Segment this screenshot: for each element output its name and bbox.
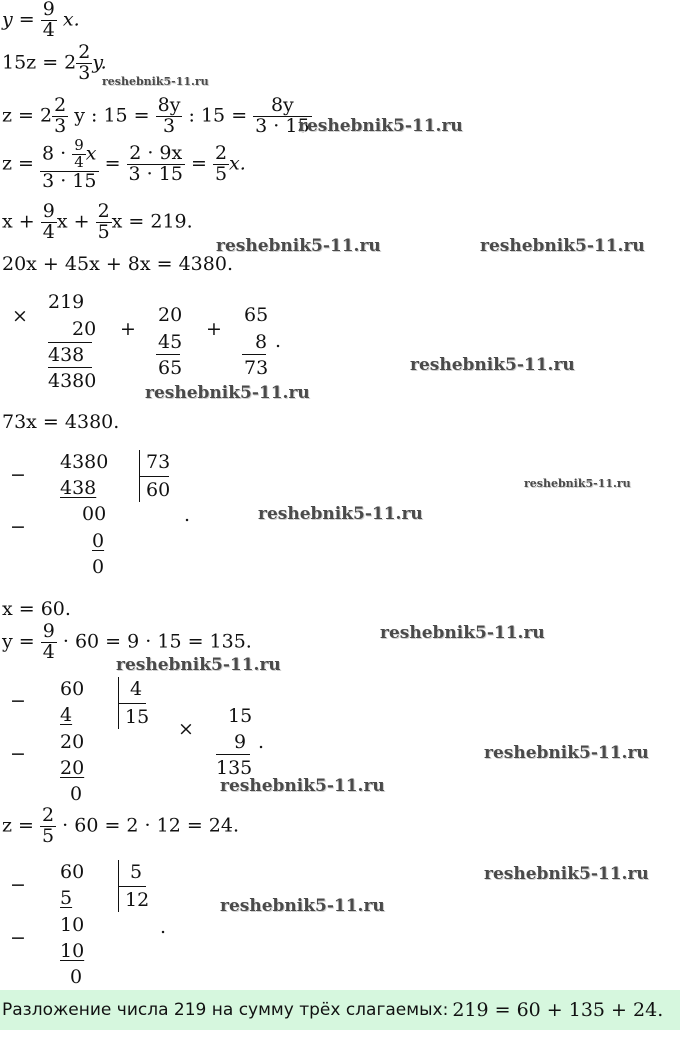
period: .: [160, 916, 167, 938]
multiply-sign: ×: [178, 718, 194, 740]
minus-sign: −: [10, 927, 26, 949]
mult-line: [48, 342, 92, 343]
expr-mid: y : 15 =: [74, 104, 150, 127]
period: .: [275, 330, 282, 352]
divisor-line: [118, 886, 146, 887]
remainder: 10: [60, 914, 85, 936]
equation-line-8: x = 60.: [2, 598, 71, 620]
watermark: reshebnik5-11.ru: [102, 75, 209, 88]
minus-sign: −: [10, 516, 26, 538]
complex-fraction: [40, 138, 98, 191]
denominator: 3 · 15: [128, 163, 183, 186]
fraction: [127, 144, 185, 185]
expr-head: z = 2: [2, 104, 53, 127]
watermark: reshebnik5-11.ru: [484, 743, 649, 763]
numerator: 9: [42, 200, 55, 222]
expr-tail: · 60 = 2 · 12 = 24.: [62, 814, 240, 837]
minus-sign: −: [10, 690, 26, 712]
expr-head: 15z = 2: [2, 51, 77, 74]
fraction: [156, 96, 183, 137]
mult-factor-b: 9: [234, 731, 247, 753]
equals-sign: =: [190, 152, 207, 175]
answer-box: [0, 990, 680, 1030]
numerator: 2: [54, 94, 67, 116]
watermark: reshebnik5-11.ru: [410, 355, 575, 375]
quotient: 15: [125, 706, 150, 728]
numerator: 9: [42, 620, 55, 642]
expr-head: z =: [2, 152, 34, 175]
mult-factor-a: 15: [228, 705, 253, 727]
add-sum: 73: [244, 357, 269, 379]
dividend: 4380: [60, 451, 109, 473]
add-line: [156, 354, 180, 355]
watermark: reshebnik5-11.ru: [145, 383, 310, 403]
fraction: [41, 0, 57, 41]
expr-tail: · 60 = 9 · 15 = 135.: [62, 630, 252, 653]
answer-formula: 219 = 60 + 135 + 24.: [452, 999, 664, 1021]
watermark: reshebnik5-11.ru: [480, 236, 645, 256]
expr-head: z =: [2, 814, 34, 837]
equation-line-1: [2, 0, 80, 41]
denominator: 5: [42, 824, 55, 847]
numerator: 2: [214, 142, 228, 165]
denominator: 5: [214, 163, 228, 186]
subtrahend: 5: [60, 887, 73, 909]
subtrahend: 4: [60, 704, 73, 726]
equation-line-6: 20x + 45x + 8x = 4380.: [2, 253, 233, 275]
expr-head: x +: [2, 210, 35, 233]
fraction: [213, 144, 229, 185]
expr-mid: x +: [56, 210, 90, 233]
watermark: reshebnik5-11.ru: [216, 236, 381, 256]
equation-line-2: [2, 43, 107, 84]
expr-mid: : 15 =: [188, 104, 248, 127]
denominator: 3 · 15: [42, 169, 97, 192]
fraction: [41, 202, 57, 243]
dividend: 60: [60, 861, 85, 883]
subtrahend: 10: [60, 940, 85, 962]
fraction: [40, 806, 56, 847]
numerator: [40, 138, 98, 172]
mult-factor-a: 219: [48, 291, 85, 313]
watermark: reshebnik5-11.ru: [484, 864, 649, 884]
period: .: [184, 504, 191, 526]
add-term-a: 20: [158, 304, 183, 326]
minus-sign: −: [10, 464, 26, 486]
expr-head: y =: [2, 630, 35, 653]
equation-line-3: [2, 96, 312, 137]
equation-line-4: [2, 138, 246, 191]
divisor-line: [118, 703, 146, 704]
add-term-b: 8: [255, 331, 268, 353]
mult-line: [216, 754, 250, 755]
fraction: [96, 202, 112, 243]
remainder: 0: [70, 783, 83, 805]
quotient: 12: [125, 889, 150, 911]
numerator: 2 · 9x: [127, 144, 185, 165]
dividend: 60: [60, 678, 85, 700]
add-term-a: 65: [244, 304, 269, 326]
remainder: 20: [60, 731, 85, 753]
divisor-line: [139, 476, 169, 477]
numerator: 8y: [253, 96, 311, 117]
equation-line-7: 73x = 4380.: [2, 411, 120, 433]
equation-line-5: [2, 202, 193, 243]
subtrahend: 20: [60, 757, 85, 779]
var-x: x: [85, 142, 97, 165]
watermark: reshebnik5-11.ru: [524, 477, 631, 490]
mult-product: 4380: [48, 370, 97, 392]
numerator: 9: [74, 136, 84, 154]
mult-partial-1: 438: [48, 344, 85, 366]
subtrahend: 0: [92, 530, 105, 552]
divisor: 73: [146, 451, 171, 473]
denominator: 3: [78, 61, 91, 84]
expr-tail: x.: [62, 8, 80, 31]
denominator: 3: [54, 114, 67, 137]
expr-tail: x.: [229, 152, 246, 175]
denominator: 3: [163, 114, 176, 137]
denominator: 4: [42, 18, 55, 41]
watermark: reshebnik5-11.ru: [298, 116, 463, 136]
var-y: y: [2, 8, 13, 31]
answer-text: Разложение числа 219 на сумму трёх слагаемых:: [2, 1000, 449, 1020]
denominator: 3 · 15: [255, 114, 310, 137]
watermark: reshebnik5-11.ru: [220, 896, 385, 916]
watermark: reshebnik5-11.ru: [380, 623, 545, 643]
equation-line-10: [2, 806, 239, 847]
add-sum: 65: [158, 357, 183, 379]
subtrahend: 438: [60, 477, 97, 499]
equals-sign: =: [18, 8, 35, 31]
expr-part: 8 ·: [42, 142, 67, 165]
watermark: reshebnik5-11.ru: [220, 776, 385, 796]
quotient: 60: [146, 479, 171, 501]
expr-tail: y.: [92, 51, 107, 74]
numerator: 9: [42, 0, 55, 20]
add-term-b: 45: [158, 331, 183, 353]
fraction: [41, 622, 57, 663]
divisor: 4: [130, 678, 143, 700]
equals-sign: =: [104, 152, 121, 175]
numerator: 2: [97, 200, 110, 222]
watermark: reshebnik5-11.ru: [258, 504, 423, 524]
mult-product: 135: [216, 757, 253, 779]
minus-sign: −: [10, 874, 26, 896]
numerator: 2: [42, 804, 55, 826]
denominator: 4: [42, 640, 55, 663]
plus-sign: +: [120, 318, 136, 340]
plus-sign: +: [206, 318, 222, 340]
divisor: 5: [130, 861, 143, 883]
mult-line: [48, 367, 92, 368]
denominator: 4: [42, 220, 55, 243]
fraction: [76, 43, 92, 84]
remainder: 0: [92, 556, 105, 578]
mult-factor-b: 20: [72, 318, 97, 340]
denominator: 5: [97, 220, 110, 243]
fraction: [52, 96, 68, 137]
add-line: [242, 354, 266, 355]
denominator: 4: [74, 152, 84, 171]
remainder: 0: [70, 966, 83, 988]
minus-sign: −: [10, 743, 26, 765]
expr-tail: x = 219.: [111, 210, 193, 233]
watermark: reshebnik5-11.ru: [116, 655, 281, 675]
fraction: [72, 138, 86, 171]
numerator: 2: [78, 41, 91, 63]
period: .: [258, 731, 265, 753]
numerator: 8y: [157, 94, 181, 116]
multiply-sign: ×: [12, 305, 28, 327]
remainder: 00: [82, 503, 107, 525]
